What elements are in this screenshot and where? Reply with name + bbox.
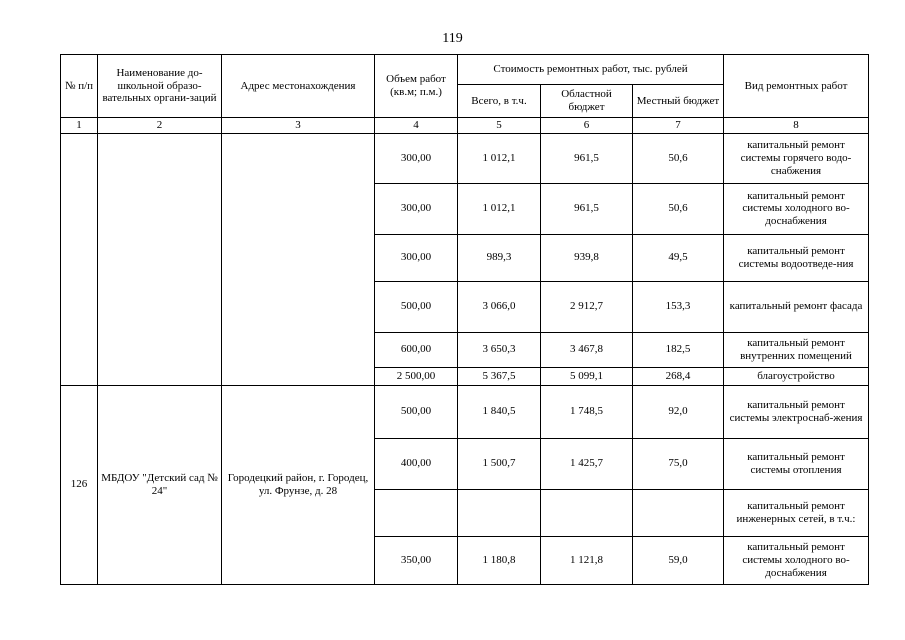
column-number: 1 — [61, 118, 98, 134]
column-number: 2 — [98, 118, 222, 134]
total-cell — [458, 489, 541, 536]
page-number: 119 — [442, 31, 463, 46]
repair-works-table — [60, 54, 869, 585]
work-type-cell: капитальный ремонт фасада — [724, 281, 869, 332]
total-cell: 5 367,5 — [458, 367, 541, 385]
header-num: № п/п — [61, 55, 98, 118]
table-row — [61, 385, 869, 438]
regional-cell: 961,5 — [541, 183, 633, 234]
volume-cell: 400,00 — [375, 438, 458, 489]
volume-cell: 500,00 — [375, 385, 458, 438]
header-row-top — [61, 55, 869, 85]
local-cell: 75,0 — [633, 438, 724, 489]
local-cell: 182,5 — [633, 332, 724, 367]
volume-cell: 350,00 — [375, 536, 458, 584]
header-address: Адрес местонахождения — [222, 55, 375, 118]
work-type-cell: капитальный ремонт системы холодного во-доснабжения — [724, 183, 869, 234]
regional-cell: 3 467,8 — [541, 332, 633, 367]
regional-cell: 1 748,5 — [541, 385, 633, 438]
total-cell: 1 180,8 — [458, 536, 541, 584]
header-regional-budget: Областной бюджет — [541, 85, 633, 118]
work-type-cell: капитальный ремонт системы водоотведе-ния — [724, 234, 869, 281]
total-cell: 3 066,0 — [458, 281, 541, 332]
local-cell: 49,5 — [633, 234, 724, 281]
total-cell: 989,3 — [458, 234, 541, 281]
organization-name-cell: МБДОУ "Детский сад № 24" — [98, 385, 222, 584]
local-cell: 50,6 — [633, 133, 724, 183]
volume-cell: 2 500,00 — [375, 367, 458, 385]
header-local-budget: Местный бюджет — [633, 85, 724, 118]
header-organization-name: Наименование до-школьной образо-вательных органи-заций — [98, 55, 222, 118]
regional-cell: 2 912,7 — [541, 281, 633, 332]
header-work-type: Вид ремонтных работ — [724, 55, 869, 118]
local-cell — [633, 489, 724, 536]
header-cost-group: Стоимость ремонтных работ, тыс. рублей — [458, 55, 724, 85]
regional-cell: 939,8 — [541, 234, 633, 281]
row-num-cell: 126 — [61, 385, 98, 584]
header-volume: Объем работ (кв.м; п.м.) — [375, 55, 458, 118]
column-number-row — [61, 118, 869, 134]
work-type-cell: капитальный ремонт системы отопления — [724, 438, 869, 489]
work-type-cell: капитальный ремонт системы холодного во-доснабжения — [724, 536, 869, 584]
row-num-cell — [61, 133, 98, 385]
work-type-cell: капитальный ремонт инженерных сетей, в т.ч.: — [724, 489, 869, 536]
work-type-cell: благоустройство — [724, 367, 869, 385]
regional-cell: 1 425,7 — [541, 438, 633, 489]
total-cell: 1 012,1 — [458, 133, 541, 183]
column-number: 6 — [541, 118, 633, 134]
address-cell: Городецкий район, г. Городец, ул. Фрунзе, д. 28 — [222, 385, 375, 584]
total-cell: 1 840,5 — [458, 385, 541, 438]
local-cell: 268,4 — [633, 367, 724, 385]
total-cell: 3 650,3 — [458, 332, 541, 367]
header-total: Всего, в т.ч. — [458, 85, 541, 118]
work-type-cell: капитальный ремонт внутренних помещений — [724, 332, 869, 367]
volume-cell — [375, 489, 458, 536]
column-number: 7 — [633, 118, 724, 134]
column-number: 4 — [375, 118, 458, 134]
column-number: 3 — [222, 118, 375, 134]
volume-cell: 500,00 — [375, 281, 458, 332]
local-cell: 50,6 — [633, 183, 724, 234]
volume-cell: 600,00 — [375, 332, 458, 367]
local-cell: 153,3 — [633, 281, 724, 332]
address-cell — [222, 133, 375, 385]
work-type-cell: капитальный ремонт системы электроснаб-жения — [724, 385, 869, 438]
regional-cell: 961,5 — [541, 133, 633, 183]
work-type-cell: капитальный ремонт системы горячего водо-снабжения — [724, 133, 869, 183]
regional-cell: 5 099,1 — [541, 367, 633, 385]
local-cell: 59,0 — [633, 536, 724, 584]
regional-cell — [541, 489, 633, 536]
local-cell: 92,0 — [633, 385, 724, 438]
total-cell: 1 500,7 — [458, 438, 541, 489]
volume-cell: 300,00 — [375, 234, 458, 281]
volume-cell: 300,00 — [375, 133, 458, 183]
total-cell: 1 012,1 — [458, 183, 541, 234]
regional-cell: 1 121,8 — [541, 536, 633, 584]
volume-cell: 300,00 — [375, 183, 458, 234]
table-row — [61, 133, 869, 183]
column-number: 5 — [458, 118, 541, 134]
organization-name-cell — [98, 133, 222, 385]
column-number: 8 — [724, 118, 869, 134]
